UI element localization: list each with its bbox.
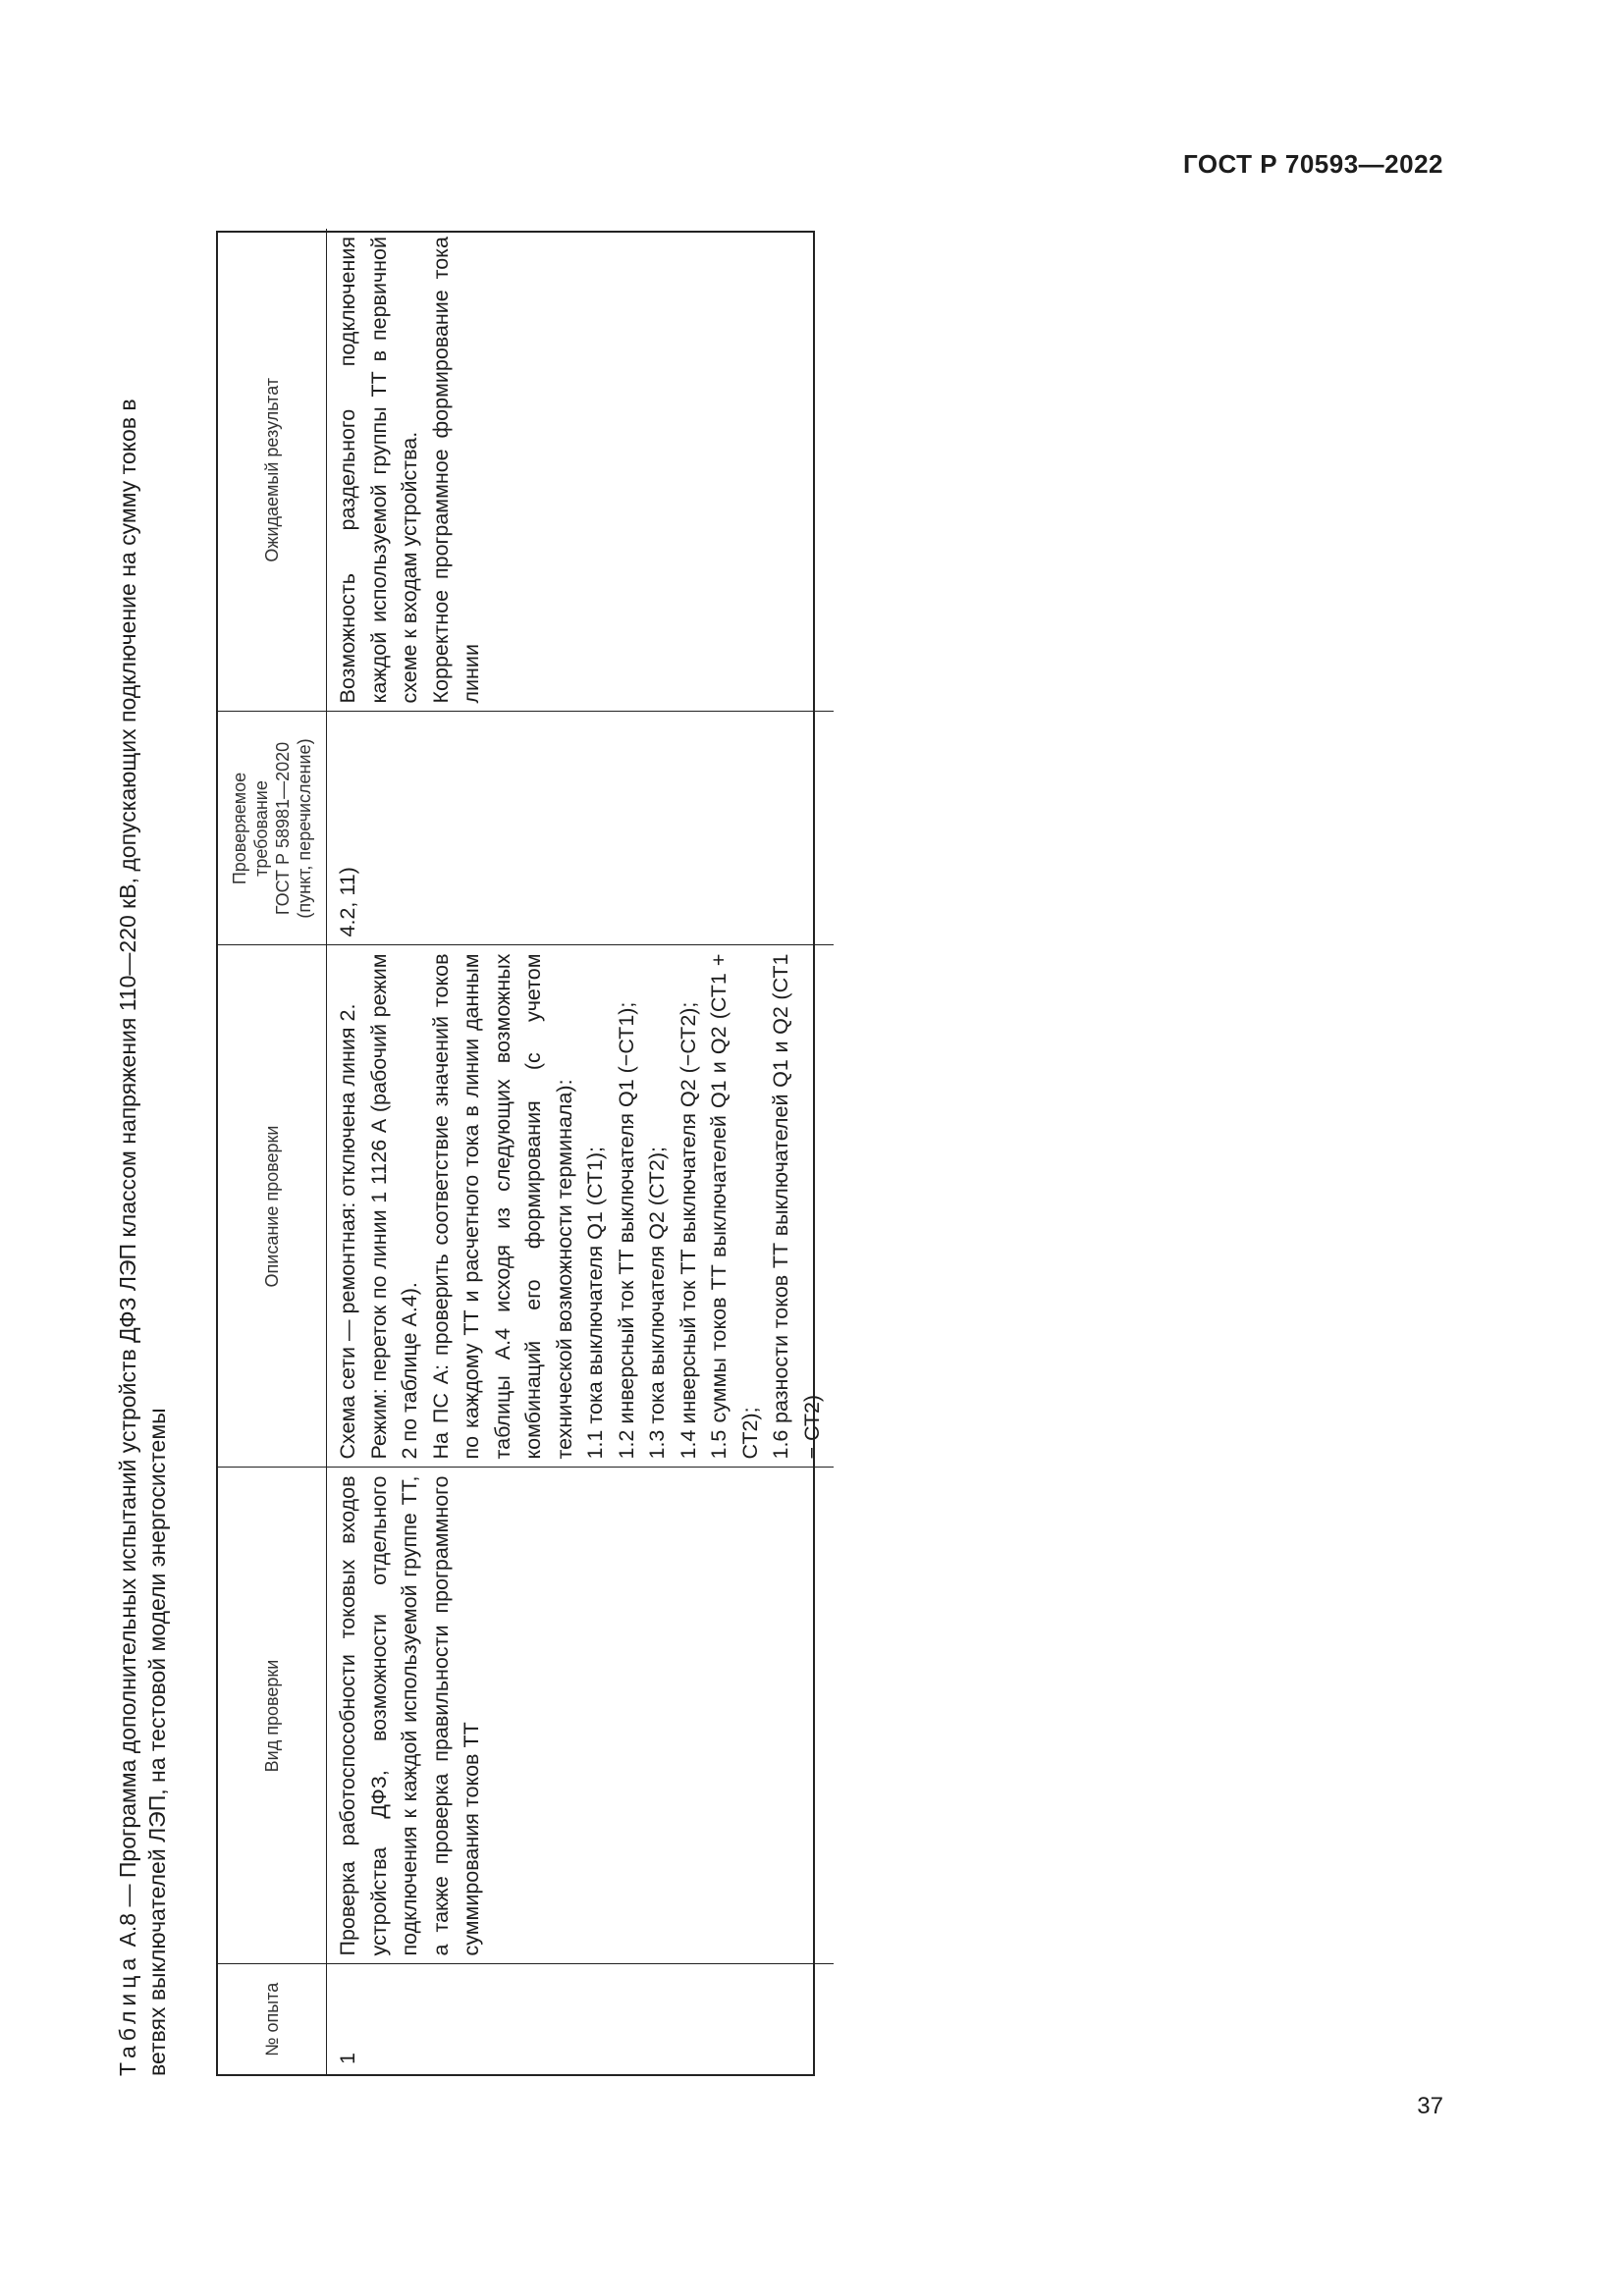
standard-designation: ГОСТ Р 70593—2022: [1182, 149, 1443, 179]
header-req-line1: Проверяемое: [230, 772, 249, 885]
cell-desc: [327, 945, 835, 1468]
table-caption: [113, 231, 172, 2076]
cell-req: 4.2, 11): [327, 712, 835, 945]
desc-para1: Схема сети — ремонтная: отключена линия 2.: [336, 1003, 359, 1460]
desc-item3: 1.3 тока выключателя Q2 (СТ2);: [645, 1146, 669, 1460]
caption-label: Таблица: [115, 1952, 140, 2076]
cell-num: 1: [327, 1964, 835, 2074]
header-kind: Вид проверки: [218, 1468, 327, 1964]
desc-para3: На ПС А: проверить соответствие значений токов по каждому ТТ и расчетного тока в линии данным таблицы А.4 исходя из следующих возможных комбинаций его формирования (с учетом технической возможности терминала):: [428, 953, 576, 1460]
header-desc: Описание проверки: [218, 945, 327, 1468]
desc-item1: 1.1 тока выключателя Q1 (СТ1);: [583, 1146, 607, 1460]
test-program-table: [216, 231, 824, 2076]
header-req-line2: требование: [251, 780, 271, 877]
desc-item2: 1.2 инверсный ток ТТ выключателя Q1 (−СТ1);: [614, 1001, 638, 1460]
cell-result: [327, 229, 835, 712]
desc-item5: 1.5 суммы токов ТТ выключателей Q1 и Q2 (СТ1 + СТ2);: [707, 953, 762, 1460]
desc-para2: Режим: переток по линии 1 1126 А (рабочий режим 2 по таблице А.4).: [366, 953, 421, 1460]
cell-kind: Проверка работоспособности токовых входов устройства ДФЗ, возможности отдельного подключения к каждой используемой группе ТТ, а также проверка правильности программного суммирования токов ТТ: [327, 1468, 835, 1964]
header-num: № опыта: [218, 1964, 327, 2074]
header-result: Ожидаемый результат: [218, 229, 327, 712]
result-para1: Возможность раздельного подключения каждой используемой группы ТТ в первичной схеме к входам устройства.: [336, 237, 421, 704]
caption-text-line1: А.8 — Программа дополнительных испытаний устройств ДФЗ ЛЭП классом напряжения 110—220 кВ, допускающих подключение на сумму токов в: [115, 399, 140, 1953]
rotated-table-block: [113, 231, 824, 2076]
table-row: [327, 229, 835, 2074]
result-para2: Корректное программное формирование тока линии: [428, 237, 483, 704]
page-number: 37: [1417, 2093, 1443, 2119]
table-header-row: [218, 229, 327, 2074]
desc-item6: 1.6 разности токов ТТ выключателей Q1 и Q2 (СТ1 − СТ2): [769, 953, 824, 1460]
header-req-line4: (пункт, перечисление): [295, 738, 314, 919]
caption-text-line2: ветвях выключателей ЛЭП, на тестовой модели энергосистемы: [144, 1408, 170, 2076]
header-req: [218, 712, 327, 945]
desc-item4: 1.4 инверсный ток ТТ выключателя Q2 (−СТ2);: [676, 1001, 700, 1460]
header-req-line3: ГОСТ Р 58981—2020: [273, 741, 293, 916]
